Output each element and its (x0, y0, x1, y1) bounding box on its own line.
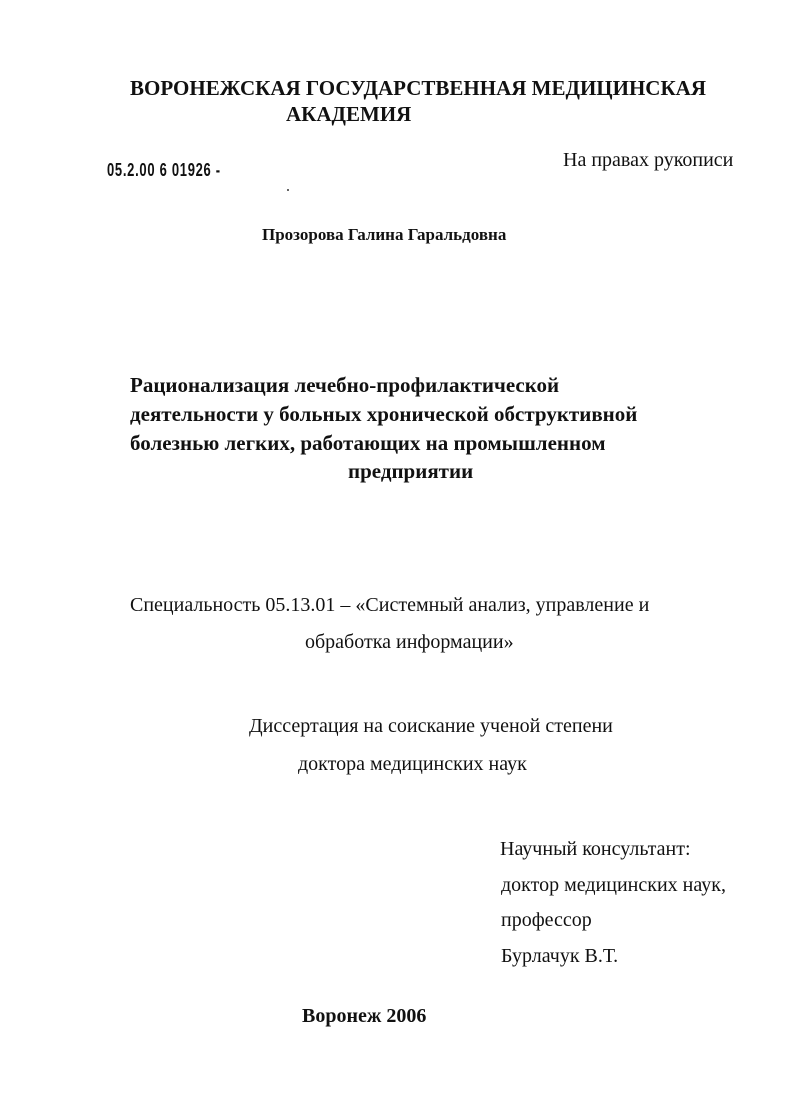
institution-name-line1: ВОРОНЕЖСКАЯ ГОСУДАРСТВЕННАЯ МЕДИЦИНСКАЯ (130, 76, 707, 100)
title-line: болезнью легких, работающих на промышленном (130, 431, 606, 455)
scan-speck (287, 189, 289, 191)
dissertation-line2: доктора медицинских наук (298, 753, 527, 775)
manuscript-note: На правах рукописи (563, 149, 734, 171)
dissertation-line1: Диссертация на соискание ученой степени (249, 715, 613, 737)
stamp-code: 05.2.00 6 01926 - (107, 160, 221, 180)
city-year: Воронеж 2006 (302, 1005, 427, 1027)
title-line: деятельности у больных хронической обструктивной (130, 402, 638, 426)
consultant-label: Научный консультант: (500, 838, 691, 860)
consultant-name: Бурлачук В.Т. (501, 945, 619, 967)
specialty-line1: Специальность 05.13.01 – «Системный анализ, управление и (130, 594, 650, 616)
title-line: Рационализация лечебно-профилактической (130, 373, 560, 397)
title-line: предприятии (348, 459, 474, 483)
specialty-line2: обработка информации» (305, 631, 514, 653)
author-name: Прозорова Галина Гаральдовна (262, 225, 507, 244)
institution-name-line2: АКАДЕМИЯ (286, 102, 412, 126)
consultant-degree: доктор медицинских наук, (501, 874, 726, 896)
consultant-rank: профессор (501, 909, 592, 931)
